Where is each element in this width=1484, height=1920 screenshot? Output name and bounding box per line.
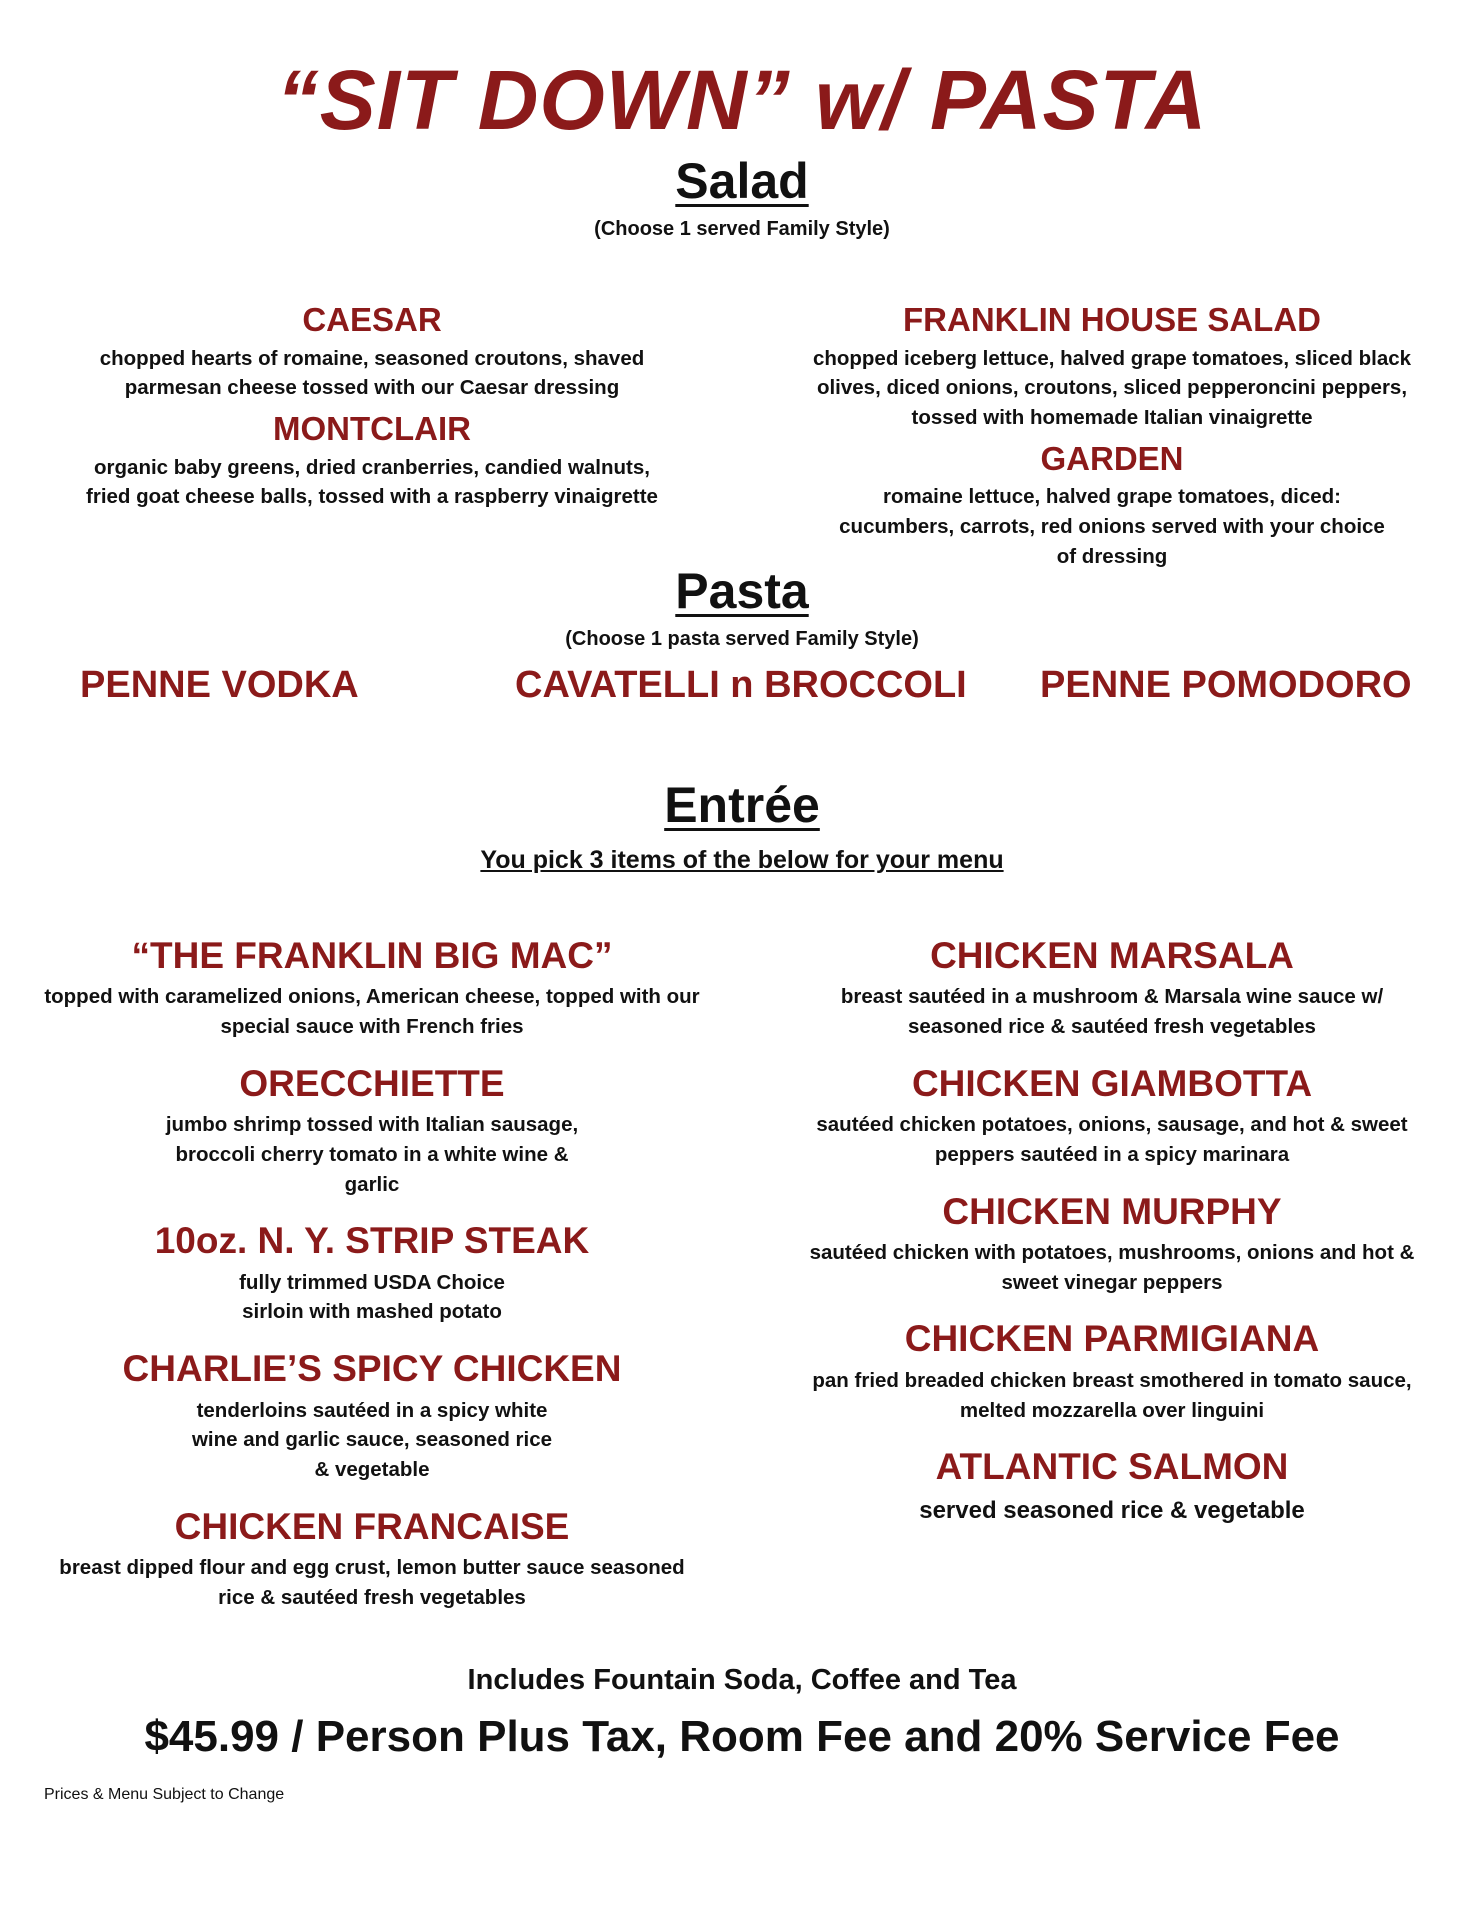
pasta-options <box>0 664 1484 714</box>
salad-note: (Choose 1 served Family Style) <box>594 218 890 240</box>
salad-heading: Salad <box>675 153 809 209</box>
item-description: sautéed chicken with potatoes, mushrooms, onions and hot & sweet vinegar peppers <box>809 1241 1415 1294</box>
item-name: “THE FRANKLIN BIG MAC” <box>131 935 613 976</box>
item-name: ATLANTIC SALMON <box>935 1446 1289 1488</box>
item-name: ORECCHIETTE <box>239 1062 505 1104</box>
item-name: CHICKEN GIAMBOTTA <box>911 1062 1313 1104</box>
pasta-cavatelli-broccoli: CAVATELLI n BROCCOLI <box>515 664 967 706</box>
item-name: CHICKEN PARMIGIANA <box>904 1318 1320 1360</box>
entree-heading: Entrée <box>664 777 820 833</box>
item-name: CHARLIE’S SPICY CHICKEN <box>122 1348 622 1390</box>
salad-item-franklin-house <box>792 300 1432 433</box>
entree-item-chicken-murphy <box>782 1190 1442 1298</box>
pasta-penne-vodka: PENNE VODKA <box>80 664 359 706</box>
item-description: breast dipped flour and egg crust, lemon butter sauce seasoned rice & sautéed fresh vegetables <box>59 1556 685 1609</box>
item-description: chopped hearts of romaine, seasoned croutons, shaved parmesan cheese tossed with our Caesar dressing <box>99 346 645 400</box>
item-name: FRANKLIN HOUSE SALAD <box>903 301 1321 338</box>
item-description: organic baby greens, dried cranberries, candied walnuts, fried goat cheese balls, tossed with a raspberry vinaigrette <box>86 455 658 509</box>
salad-item-garden <box>792 439 1432 572</box>
entree-item-atlantic-salmon <box>782 1445 1442 1528</box>
item-name: CHICKEN MURPHY <box>942 1190 1282 1232</box>
item-description: fully trimmed USDA Choice sirloin with mashed potato <box>239 1270 505 1324</box>
entree-header <box>0 776 1484 875</box>
salad-item-montclair <box>52 409 692 512</box>
item-description: chopped iceberg lettuce, halved grape tomatoes, sliced black olives, diced onions, croutons, sliced pepperoncini peppers, tossed with homemade Italian vinaigrette <box>812 346 1412 430</box>
item-description: jumbo shrimp tossed with Italian sausage, broccoli cherry tomato in a white wine & garlic <box>165 1113 579 1196</box>
entree-item-chicken-francaise <box>42 1505 702 1613</box>
item-description: romaine lettuce, halved grape tomatoes, diced: cucumbers, carrots, red onions served with your choice of dressing <box>839 485 1385 568</box>
item-description: breast sautéed in a mushroom & Marsala wine sauce w/ seasoned rice & sautéed fresh vegetables <box>840 985 1384 1039</box>
entree-item-franklin-big-mac <box>42 934 702 1042</box>
pasta-header <box>0 562 1484 651</box>
disclaimer-text: Prices & Menu Subject to Change <box>44 1786 285 1803</box>
item-description: sautéed chicken potatoes, onions, sausage, and hot & sweet peppers sautéed in a spicy marinara <box>816 1113 1408 1166</box>
pasta-note: (Choose 1 pasta served Family Style) <box>565 628 919 650</box>
entree-left-column <box>42 934 702 1633</box>
entree-item-charlies-spicy-chicken <box>42 1347 702 1485</box>
salad-left-column <box>52 300 692 526</box>
item-name: GARDEN <box>1040 439 1184 477</box>
entree-right-column <box>782 934 1442 1549</box>
item-name: CHICKEN FRANCAISE <box>174 1505 570 1547</box>
item-description: pan fried breaded chicken breast smothered in tomato sauce, melted mozzarella over linguini <box>812 1368 1412 1422</box>
entree-note: You pick 3 items of the below for your menu <box>480 846 1004 874</box>
item-description: topped with caramelized onions, American cheese, topped with our special sauce with French fries <box>44 985 700 1039</box>
entree-item-chicken-giambotta <box>782 1062 1442 1170</box>
item-name: CHICKEN MARSALA <box>930 935 1294 976</box>
item-name: MONTCLAIR <box>273 410 471 448</box>
entree-item-chicken-marsala <box>782 934 1442 1042</box>
includes-text: Includes Fountain Soda, Coffee and Tea <box>467 1664 1017 1696</box>
item-name: 10oz. N. Y. STRIP STEAK <box>154 1220 590 1262</box>
pasta-penne-pomodoro: PENNE POMODORO <box>1040 664 1412 706</box>
entree-item-orecchiette <box>42 1062 702 1200</box>
salad-right-column <box>792 300 1432 586</box>
menu-title: “SIT DOWN” w/ PASTA <box>276 53 1208 147</box>
entree-item-ny-strip-steak <box>42 1219 702 1327</box>
pasta-heading: Pasta <box>675 563 809 619</box>
price-text: $45.99 / Person Plus Tax, Room Fee and 20% Service Fee <box>144 1712 1340 1761</box>
salad-item-caesar <box>52 300 692 403</box>
entree-item-chicken-parmigiana <box>782 1317 1442 1425</box>
salad-header <box>0 152 1484 241</box>
item-name: CAESAR <box>302 301 442 338</box>
item-description: tenderloins sautéed in a spicy white wine and garlic sauce, seasoned rice & vegetable <box>191 1398 553 1482</box>
item-description: served seasoned rice & vegetable <box>919 1496 1305 1524</box>
